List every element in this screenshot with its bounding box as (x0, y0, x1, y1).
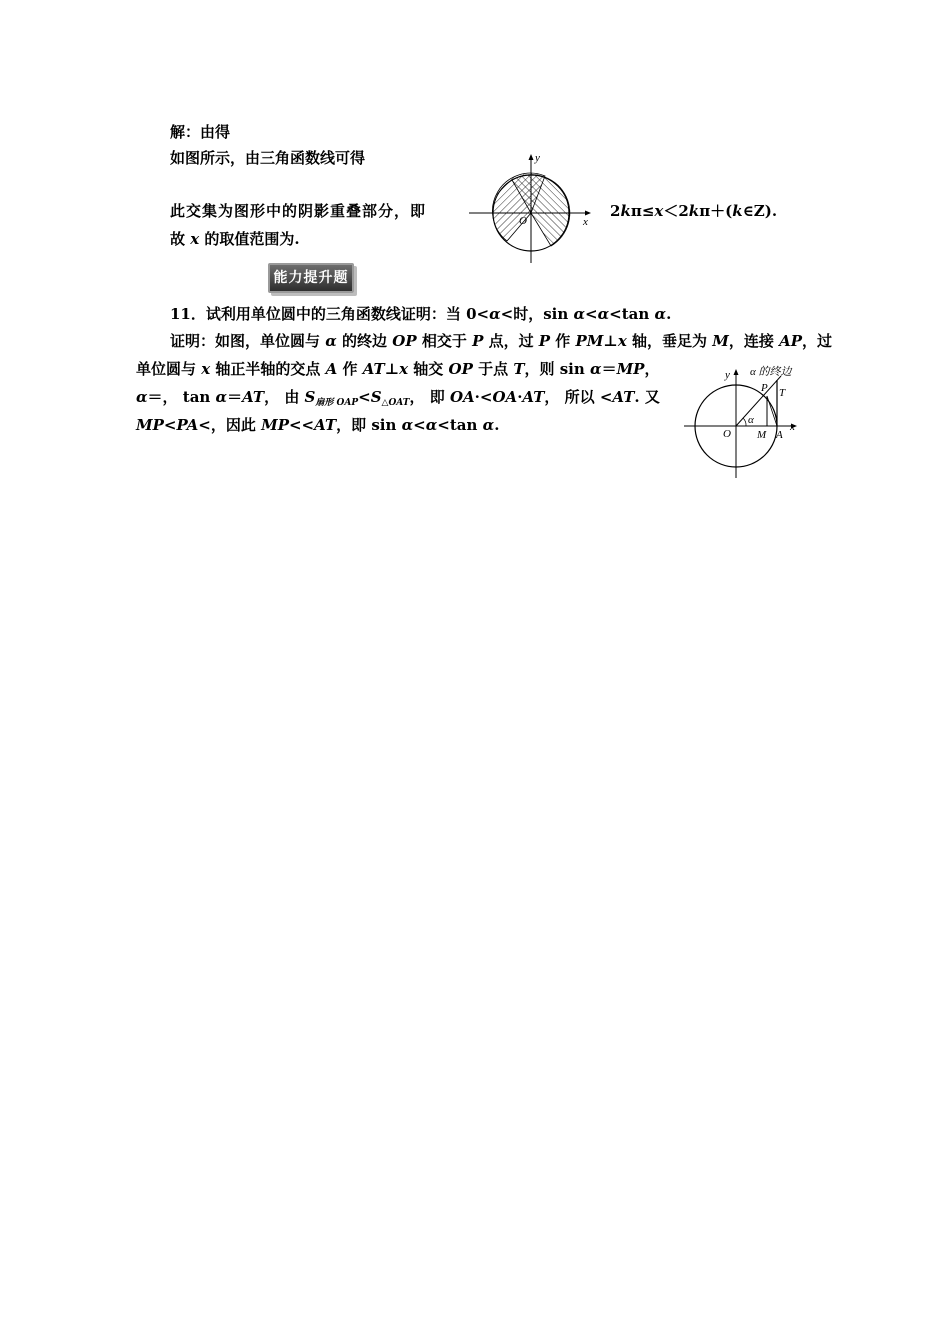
solution-line-1: 解：由得 (170, 123, 231, 141)
ap-line (767, 396, 777, 426)
fig1-origin-label: O (519, 215, 527, 227)
figure-shaded-circle (465, 148, 600, 266)
proof-line-2: 单位圆与 x 轴正半轴的交点 A 作 AT⊥x 轴交 OP 于点 T，则 sin α＝MP， (136, 360, 660, 378)
fig2-terminal-label: α 的终边 (750, 366, 792, 378)
fig2-a-label: A (776, 429, 783, 441)
solution-line-2: 如图所示，由三角函数线可得 (170, 149, 366, 167)
proof-line-4: MP<PA<，因此 MP<<AT，即 sin α<α<tan α. (136, 416, 500, 434)
fig1-x-label: x (583, 216, 588, 228)
fig1-y-label: y (535, 152, 540, 164)
fig2-origin-label: O (723, 428, 731, 440)
figure-unit-circle (680, 360, 810, 482)
fig2-x-label: x (790, 421, 795, 433)
fig2-y-label: y (725, 369, 730, 381)
proof-line-3: α＝， tan α＝AT， 由 $S_{扇形 OAP}<S_{\triangle OAT}$， 即 OA·<OA·AT， 所以 <AT. 又 (136, 388, 660, 408)
problem-11: 11．试利用单位圆中的三角函数线证明：当 0<α<时，sin α<α<tan α. (170, 305, 672, 323)
solution-line-4: 故 x 的取值范围为. (170, 230, 300, 248)
fig2-alpha-label: α (748, 414, 754, 426)
fig2-t-label: T (779, 387, 786, 399)
section-badge: 能力提升题 (268, 263, 354, 293)
solution-line-3: 此交集为图形中的阴影重叠部分，即 (170, 202, 427, 220)
fig2-m-label: M (757, 429, 767, 441)
solution-result: 2kπ≤x＜2kπ＋(k∈Z). (610, 202, 778, 220)
fig2-p-label: P (761, 382, 768, 394)
proof-line-1: 证明：如图，单位圆与 α 的终边 OP 相交于 P 点，过 P 作 PM⊥x 轴，垂足为 M，连接 AP，过 (170, 332, 833, 350)
